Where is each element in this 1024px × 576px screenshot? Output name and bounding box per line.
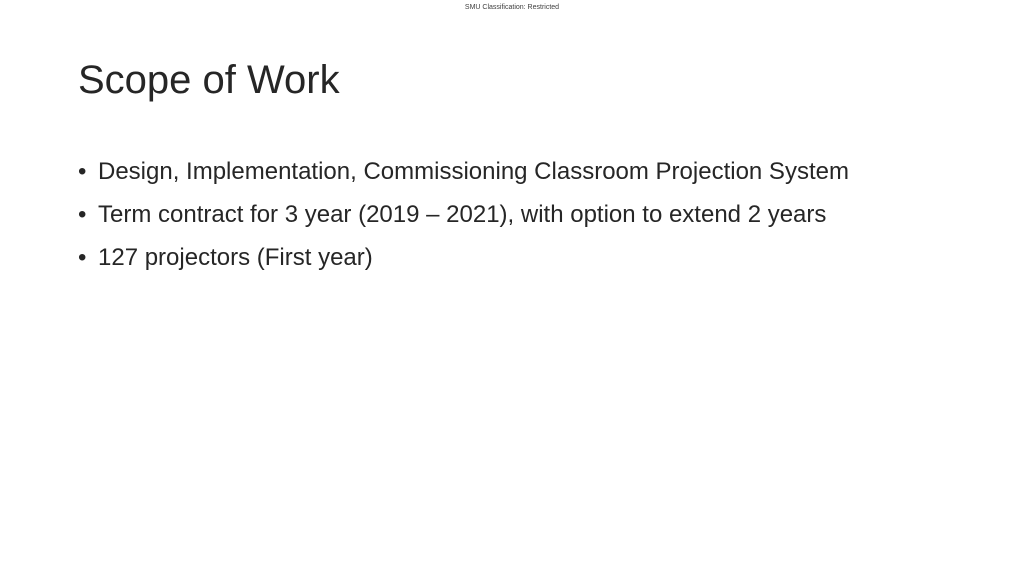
bullet-text: Term contract for 3 year (2019 – 2021), with option to extend 2 years [98, 201, 827, 228]
bullet-list [78, 152, 978, 281]
bullet-text: 127 projectors (First year) [98, 244, 373, 271]
bullet-dot-icon: • [78, 201, 87, 228]
bullet-item [78, 195, 978, 238]
bullet-dot-icon: • [78, 244, 87, 271]
bullet-item [78, 152, 978, 195]
bullet-text: Design, Implementation, Commissioning Classroom Projection System [98, 158, 849, 185]
bullet-item [78, 238, 978, 281]
classification-label: SMU Classification: Restricted [464, 4, 560, 11]
bullet-dot-icon: • [78, 158, 87, 185]
slide-title: Scope of Work [78, 58, 340, 102]
